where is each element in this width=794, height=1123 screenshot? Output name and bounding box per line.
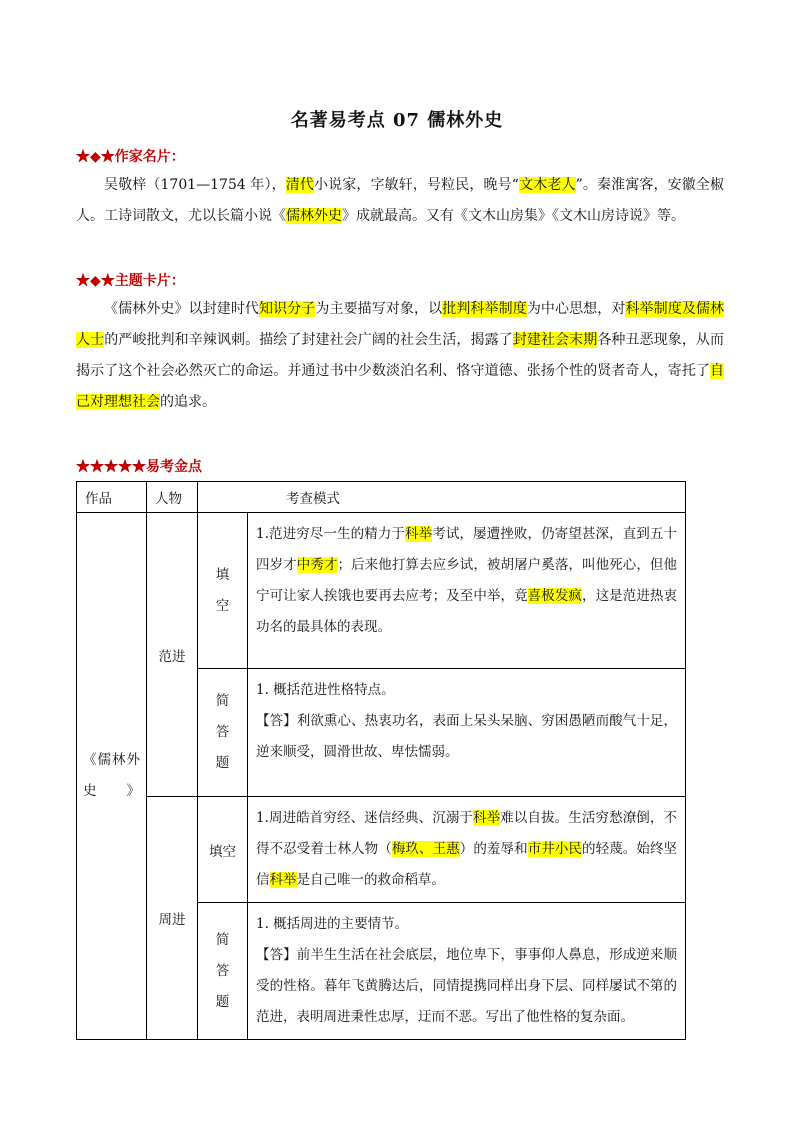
theme-section-heading: ★◆★主题卡片： [76, 273, 185, 289]
fanjin-fill-content [248, 513, 686, 669]
header-work: 作品 [77, 482, 147, 513]
exam-points-table [76, 481, 686, 1040]
text-run: 难以自拔。生活穷愁潦倒，不得不忍受着士林人物（ [256, 810, 678, 857]
text-run: ，这是范进热衷功名的最具体的表现。 [256, 588, 678, 635]
text-run: 吴敬梓（1701—1754 年）， [104, 177, 286, 193]
type-short [198, 903, 248, 1040]
highlight-mad-joy: 喜极发疯 [527, 588, 583, 604]
text-run: ）的羞辱和 [459, 841, 528, 857]
person-zhoujin: 周进 [147, 797, 198, 1040]
author-paragraph [76, 170, 724, 232]
header-mode: 考查模式 [198, 482, 686, 513]
author-section-heading: ★◆★作家名片： [76, 149, 185, 165]
type-short-label: 简答题 [215, 693, 230, 771]
answer-text: 【答】利欲熏心、热衷功名，表面上呆头呆脑、穷困愚陋而酸气十足，逆来顺受，圆滑世故、卑怯懦弱。 [256, 713, 677, 760]
highlight-nickname: 文木老人 [518, 177, 576, 193]
fanjin-short-content [248, 669, 686, 797]
highlight-ideal-society: 自己对理想社会 [76, 363, 724, 410]
highlight-late-feudal: 封建社会末期 [512, 332, 598, 348]
work-cell: 《儒林外史》 [77, 513, 147, 1040]
highlight-keju: 科举 [473, 810, 501, 826]
person-fanjin: 范进 [147, 513, 198, 797]
answer-text: 【答】前半生生活在社会底层，地位卑下，事事仰人鼻息，形成逆来顺受的性格。暮年飞黄腾达后，同情提携同样出身下层、同样屡试不第的范进，表明周进秉性忠厚，迂而不恶。写出了他性格的复杂面。 [256, 947, 677, 1025]
gold-section-heading: ★★★★★易考金点 [76, 459, 202, 475]
highlight-keju: 科举 [405, 526, 433, 542]
text-run: ；后来他打算去应乡试，被胡屠户奚落，叫他死心，但他宁可让家人挨饿也要再去应考；及至中举，竟 [256, 557, 677, 604]
text-run: 为主要描写对象，以 [315, 301, 443, 317]
text-run: 》成就最高。又有《文木山房集》《文木山房诗说》等。 [342, 208, 685, 224]
text-run: 为中心思想，对 [526, 301, 626, 317]
table-row [77, 513, 686, 669]
text-run: 的轻蔑。始终坚信 [256, 841, 678, 888]
text-run: 《儒林外史》以封建时代 [104, 301, 260, 317]
highlight-xiucai: 中秀才 [296, 557, 338, 573]
type-short-label: 简答题 [215, 931, 230, 1010]
text-run: 的严峻批判和辛辣讽刺。描绘了封建社会广阔的社会生活，揭露了 [104, 332, 513, 348]
text-run: 的追求。 [160, 394, 216, 410]
zhoujin-fill-content [248, 797, 686, 903]
header-person: 人物 [147, 482, 198, 513]
highlight-commoners: 市井小民 [527, 841, 583, 857]
highlight-exam-and-scholars: 科举制度及儒林人士 [76, 301, 725, 348]
highlight-book-title: 儒林外史 [286, 208, 342, 224]
text-run: 考试，屡遭挫败，仍寄望甚深，直到五十四岁才 [256, 526, 678, 573]
question-text: 1. 概括范进性格特点。 [256, 682, 395, 698]
highlight-meijiu-wanghui: 梅玖、王惠 [391, 841, 460, 857]
type-fill-label: 填空 [215, 566, 230, 614]
zhoujin-short-content [248, 903, 686, 1040]
highlight-dynasty: 清代 [285, 177, 314, 193]
text-run: 各种丑恶现象，从而揭示了这个社会必然灭亡的命运。并通过书中少数淡泊名利、恪守道德、张扬个性的贤者奇人，寄托了 [76, 332, 725, 379]
text-run: ”。秦淮寓客，安徽全椒人。工诗词散文，尤以长篇小说《 [76, 177, 725, 224]
type-fill: 填空 [198, 797, 248, 903]
question-text: 1. 概括周进的主要情节。 [256, 916, 409, 932]
type-short [198, 669, 248, 797]
text-run: 小说家，字敏轩，号粒民，晚号“ [314, 177, 519, 193]
page-title: 名著易考点 07 儒林外史 [290, 110, 504, 131]
table-row [77, 797, 686, 903]
table-header-row [77, 482, 686, 513]
highlight-keju-2: 科举 [269, 872, 297, 888]
text-run: 是自己唯一的救命稻草。 [296, 872, 445, 888]
text-run: 1.范进穷尽一生的精力于 [256, 526, 406, 542]
text-run: 1.周进皓首穷经、迷信经典、沉溺于 [256, 810, 474, 826]
highlight-criticize-exam: 批判科举制度 [442, 301, 527, 317]
type-fill [198, 513, 248, 669]
theme-paragraph [76, 294, 724, 418]
highlight-intellectuals: 知识分子 [259, 301, 316, 317]
